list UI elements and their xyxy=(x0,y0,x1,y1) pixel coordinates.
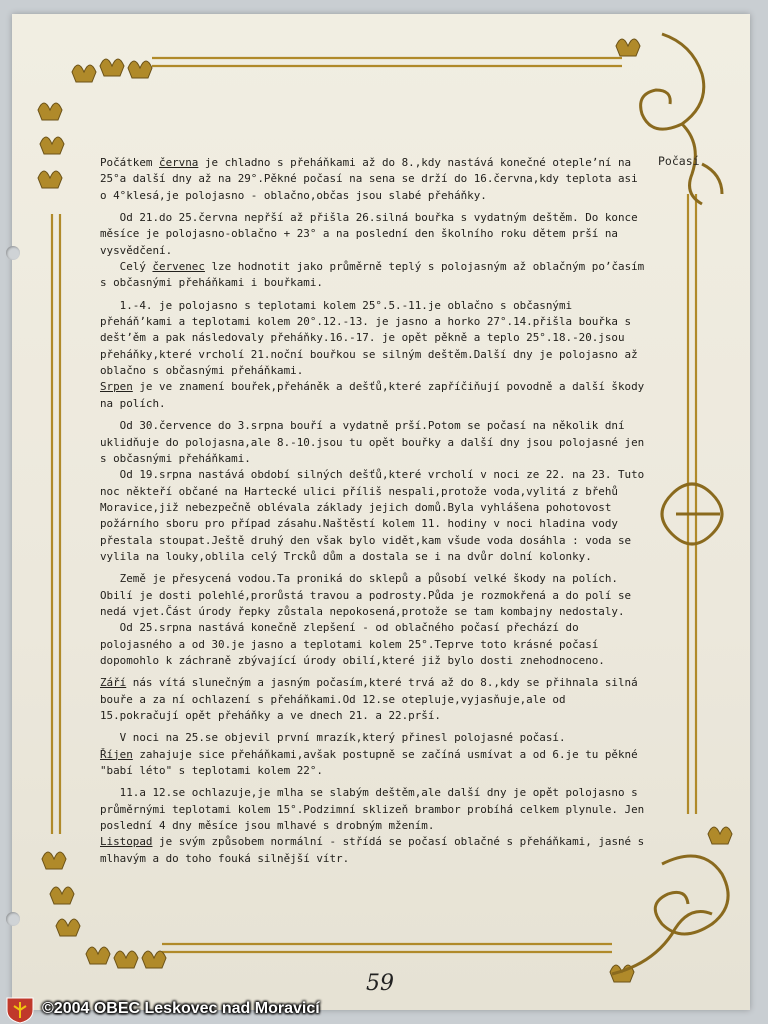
month-heading: června xyxy=(159,156,199,169)
paragraph xyxy=(100,155,650,204)
page-number: 59 xyxy=(366,971,394,996)
paragraph-lead: Od 19.srpna nastává období silných dešťů,které vrcholí v noci ze 22. na 23. Tuto noc někteří občané na Hartecké ulici příliš nespali,protože voda,vylitá z břehů Moravice,již nebezpečně oblévala základy jejich domů.Byla vyhlášena pohotovost požárního sboru pro případ zásahu.Naštěstí kolem 11. hodiny v noci hladina vody přestala stoupat.Ještě druhý den však bylo vidět,kam všude voda dosáhla : voda se vylila na louky,oblila celý Trcků dům a dostala se i na dvůr dolní kolonky. xyxy=(100,468,651,563)
paragraph xyxy=(100,785,650,834)
paragraph-rest: je chladno s přeháňkami až do 8.,kdy nastává konečné otepleʼní na 25°a další dny až na 29°.Pěkné počasí na sena se drží do 16.června,kdy teplota asi o 4°klesá,je polojasno - oblačno,občas jsou slabé přeháňky. xyxy=(100,156,645,202)
paragraph-lead: 11.a 12.se ochlazuje,je mlha se slabým deštěm,ale další dny je opět polojasno s průměrnými teplotami kolem 15°.Podzimní sklizeň brambor probíhá celkem plynule. Jen poslední 4 dny měsíce jsou mlhavé s drobným mžením. xyxy=(100,786,651,833)
month-heading: Listopad xyxy=(100,835,153,849)
paragraph xyxy=(100,675,650,724)
paragraph xyxy=(100,210,650,259)
document-page xyxy=(12,14,750,1010)
month-heading: Září xyxy=(100,676,127,690)
paragraph-lead: Od 30.července do 3.srpna bouří a vydatně prší.Potom se počasí na několik dní uklidňuje do polojasna,ale 8.-10.jsou tu opět bouřky a další dny jsou polojasné jen s občasnými přeháňkami. xyxy=(100,419,651,465)
paragraph xyxy=(100,418,650,467)
paragraph xyxy=(100,730,650,746)
paragraph xyxy=(100,747,650,780)
paragraph-rest: je svým způsobem normální - střídá se počasí oblačné s přeháňkami, jasné s mlhavým a do toho fouká silnější vítr. xyxy=(100,835,651,865)
paragraph-lead: Od 21.do 25.června nepřší až přišla 26.silná bouřka s vydatným deštěm. Do konce měsíce je polojasno-oblačno + 23° a na poslední den školního roku dětem prší na vysvědčení. xyxy=(100,211,645,257)
paragraph xyxy=(100,379,650,412)
paragraph-rest: nás vítá slunečným a jasným počasím,které trvá až do 8.,kdy se přihnala silná bouře a za ní ochlazení s přeháňkami.Od 12.se otepluje,vyjasňuje,ale od 15.pokračují opět přeháňky a ve dnech 21. a 22.prší. xyxy=(100,676,645,722)
paragraph-lead: 1.-4. je polojasno s teplotami kolem 25°.5.-11.je oblačno s občasnými přeháňʼkami a teplotami kolem 20°.12.-13. je jasno a horko 27°.14.přišla bouřka s deštʼěm a pak následovaly přeháňky.16.-17. je opět pěkně a teplo 25°.18.-20.jsou přeháňky,které vrcholí 21.noční bouřkou se silným deštěm.Další dny je polojasno až oblačno s občasnými přeháňkami. xyxy=(100,298,645,378)
body-text xyxy=(100,155,650,873)
paragraph xyxy=(100,834,650,867)
paragraph-lead: Země je přesycená vodou.Ta proniká do sklepů a působí velké škody na polích. Obilí je dosti polehlé,prorůstá travou a podrosty.Půda je rozmokřená a do polí se nedá vjet.Část úrody řepky zůstala nepokosená,protože se tam kombajny nedostaly. xyxy=(100,572,638,618)
paragraph xyxy=(100,467,650,565)
month-heading: Srpen xyxy=(100,380,133,394)
paragraph xyxy=(100,259,650,292)
month-heading: Říjen xyxy=(100,747,133,761)
month-heading: červenec xyxy=(152,260,205,274)
paragraph-rest: zahajuje sice přeháňkami,avšak postupně se začíná usmívat a od 6.je tu pěkné "babí léto" s teplotami kolem 22°. xyxy=(100,747,645,778)
paragraph xyxy=(100,620,650,669)
paragraph-lead: V noci na 25.se objevil první mrazík,který přinesl polojasné počasí. xyxy=(100,731,566,745)
paragraph-lead: Celý xyxy=(100,260,153,274)
paragraph xyxy=(100,298,650,380)
copyright-text: ©2004 OBEC Leskovec nad Moravicí xyxy=(42,1000,320,1017)
margin-note: Počasí xyxy=(658,154,700,168)
copyright-footer xyxy=(0,996,500,1024)
paragraph xyxy=(100,571,650,620)
paragraph-lead: Od 25.srpna nastává konečně zlepšení - od oblačného počasí přechází do polojasného a od 30.je jasno a teplotami kolem 25°.Teprve toto krásné počasí dopomohlo k záchraně zbývající úrody obilí,které již bylo dosti znehodnoceno. xyxy=(100,621,605,667)
paragraph-rest: je ve znamení bouřek,přeháněk a dešťů,které zapříčiňují povodně a další škody na polích. xyxy=(100,380,651,410)
paragraph-lead: Počátkem xyxy=(100,156,160,169)
coat-of-arms-icon xyxy=(4,996,36,1024)
binder-hole xyxy=(6,246,20,260)
binder-hole xyxy=(6,912,20,926)
paragraph-rest: lze hodnotit jako průměrně teplý s polojasným až oblačným poʼčasím s občasnými přeháňkami i bouřkami. xyxy=(100,260,651,290)
